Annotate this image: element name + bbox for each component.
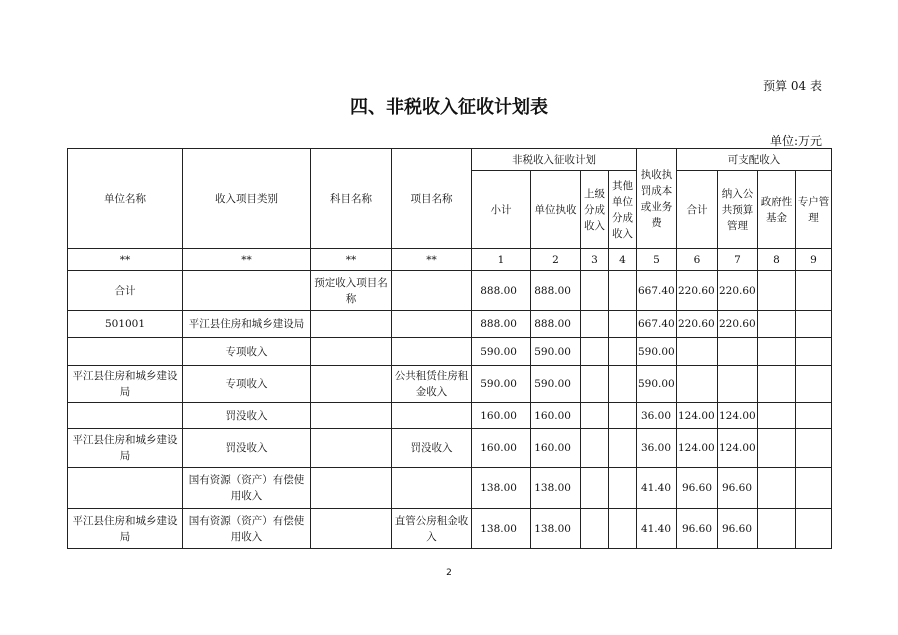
- cell-superior-share: [581, 311, 609, 338]
- cell-subtotal: 888.00: [472, 311, 531, 338]
- cell-cost: 667.40: [637, 311, 677, 338]
- cell-subject-name: [311, 429, 392, 468]
- col-header-gov-fund: 政府性基金: [758, 171, 796, 249]
- cell-superior-share: [581, 366, 609, 403]
- cell-unit-collect: 160.00: [531, 403, 581, 429]
- cell-other-share: [609, 509, 637, 549]
- col-header-total: 合计: [677, 171, 718, 249]
- index-row: [68, 249, 832, 271]
- table-row: [68, 366, 832, 403]
- cell-income-category: [183, 271, 311, 311]
- col-header-special-account: 专户管理: [796, 171, 832, 249]
- index-cell: 9: [796, 249, 832, 271]
- col-header-disposable-group: 可支配收入: [677, 149, 832, 171]
- col-header-plan-group: 非税收入征收计划: [472, 149, 637, 171]
- cell-project-name: [392, 468, 472, 509]
- cell-cost: 41.40: [637, 468, 677, 509]
- index-cell: 2: [531, 249, 581, 271]
- cell-special-account: [796, 429, 832, 468]
- cell-subject-name: [311, 509, 392, 549]
- cell-subtotal: 888.00: [472, 271, 531, 311]
- page-number: 2: [446, 568, 452, 578]
- index-cell: 4: [609, 249, 637, 271]
- cell-project-name: [392, 338, 472, 366]
- header-row: [68, 149, 832, 171]
- table-row: [68, 429, 832, 468]
- cell-unit-collect: 160.00: [531, 429, 581, 468]
- cell-total: 124.00: [677, 429, 718, 468]
- cell-cost: 590.00: [637, 366, 677, 403]
- cell-other-share: [609, 311, 637, 338]
- cell-special-account: [796, 338, 832, 366]
- cell-subtotal: 160.00: [472, 403, 531, 429]
- cell-total: [677, 366, 718, 403]
- table-row: [68, 509, 832, 549]
- cell-special-account: [796, 468, 832, 509]
- col-header-unit-name: 单位名称: [68, 149, 183, 249]
- cell-other-share: [609, 403, 637, 429]
- cell-project-name: [392, 271, 472, 311]
- cell-special-account: [796, 271, 832, 311]
- cell-unit-collect: 138.00: [531, 509, 581, 549]
- cell-subtotal: 138.00: [472, 468, 531, 509]
- cell-unit-name: 501001: [68, 311, 183, 338]
- cell-project-name: 罚没收入: [392, 429, 472, 468]
- cell-total: 96.60: [677, 509, 718, 549]
- form-number: 预算 04 表: [763, 79, 822, 93]
- cell-total: 220.60: [677, 311, 718, 338]
- cell-cost: 667.40: [637, 271, 677, 311]
- cell-public-budget: 124.00: [718, 403, 758, 429]
- cell-gov-fund: [758, 509, 796, 549]
- cell-income-category: 罚没收入: [183, 429, 311, 468]
- table-row: [68, 403, 832, 429]
- cell-total: 124.00: [677, 403, 718, 429]
- index-cell: **: [392, 249, 472, 271]
- cell-unit-collect: 888.00: [531, 311, 581, 338]
- index-cell: **: [68, 249, 183, 271]
- col-header-subtotal: 小计: [472, 171, 531, 249]
- cell-subject-name: 预定收入项目名称: [311, 271, 392, 311]
- index-cell: 7: [718, 249, 758, 271]
- col-header-cost: 执收执罚成本或业务费: [637, 149, 677, 249]
- cell-other-share: [609, 429, 637, 468]
- table-row: [68, 271, 832, 311]
- cell-gov-fund: [758, 429, 796, 468]
- cell-superior-share: [581, 338, 609, 366]
- cell-gov-fund: [758, 468, 796, 509]
- cell-other-share: [609, 338, 637, 366]
- cell-special-account: [796, 311, 832, 338]
- cell-unit-name: [68, 468, 183, 509]
- cell-public-budget: 124.00: [718, 429, 758, 468]
- cell-subtotal: 590.00: [472, 366, 531, 403]
- cell-other-share: [609, 468, 637, 509]
- cell-unit-collect: 590.00: [531, 366, 581, 403]
- col-header-unit-collect: 单位执收: [531, 171, 581, 249]
- cell-superior-share: [581, 509, 609, 549]
- cell-public-budget: 96.60: [718, 468, 758, 509]
- index-cell: 6: [677, 249, 718, 271]
- col-header-other-share: 其他单位分成收入: [609, 171, 637, 249]
- index-cell: 3: [581, 249, 609, 271]
- cell-unit-collect: 888.00: [531, 271, 581, 311]
- cell-superior-share: [581, 468, 609, 509]
- cell-public-budget: [718, 366, 758, 403]
- cell-income-category: 专项收入: [183, 366, 311, 403]
- cell-subtotal: 590.00: [472, 338, 531, 366]
- cell-unit-name: 平江县住房和城乡建设局: [68, 429, 183, 468]
- cell-gov-fund: [758, 311, 796, 338]
- cell-cost: 36.00: [637, 429, 677, 468]
- cell-cost: 590.00: [637, 338, 677, 366]
- cell-other-share: [609, 271, 637, 311]
- cell-project-name: 直管公房租金收入: [392, 509, 472, 549]
- cell-total: 96.60: [677, 468, 718, 509]
- cell-cost: 41.40: [637, 509, 677, 549]
- cell-project-name: 公共租赁住房租金收入: [392, 366, 472, 403]
- cell-unit-name: 合计: [68, 271, 183, 311]
- index-cell: **: [311, 249, 392, 271]
- cell-income-category: 罚没收入: [183, 403, 311, 429]
- cell-total: 220.60: [677, 271, 718, 311]
- col-header-subject-name: 科目名称: [311, 149, 392, 249]
- page-title: 四、非税收入征收计划表: [350, 97, 548, 118]
- cell-unit-collect: 138.00: [531, 468, 581, 509]
- cell-other-share: [609, 366, 637, 403]
- cell-unit-collect: 590.00: [531, 338, 581, 366]
- cell-subject-name: [311, 403, 392, 429]
- cell-public-budget: 220.60: [718, 271, 758, 311]
- cell-public-budget: 220.60: [718, 311, 758, 338]
- cell-superior-share: [581, 271, 609, 311]
- cell-subject-name: [311, 366, 392, 403]
- cell-special-account: [796, 366, 832, 403]
- table-row: [68, 338, 832, 366]
- cell-income-category: 国有资源（资产）有偿使用收入: [183, 509, 311, 549]
- index-cell: 8: [758, 249, 796, 271]
- index-cell: 1: [472, 249, 531, 271]
- index-cell: 5: [637, 249, 677, 271]
- cell-gov-fund: [758, 338, 796, 366]
- unit-label: 单位:万元: [769, 134, 822, 148]
- cell-subject-name: [311, 338, 392, 366]
- cell-income-category: 专项收入: [183, 338, 311, 366]
- col-header-project-name: 项目名称: [392, 149, 472, 249]
- cell-gov-fund: [758, 366, 796, 403]
- cell-superior-share: [581, 403, 609, 429]
- cell-superior-share: [581, 429, 609, 468]
- col-header-public-budget: 纳入公共预算管理: [718, 171, 758, 249]
- cell-subject-name: [311, 468, 392, 509]
- cell-public-budget: 96.60: [718, 509, 758, 549]
- cell-gov-fund: [758, 271, 796, 311]
- cell-cost: 36.00: [637, 403, 677, 429]
- cell-project-name: [392, 403, 472, 429]
- cell-unit-name: [68, 403, 183, 429]
- cell-income-category: 平江县住房和城乡建设局: [183, 311, 311, 338]
- cell-gov-fund: [758, 403, 796, 429]
- col-header-superior-share: 上级分成收入: [581, 171, 609, 249]
- cell-special-account: [796, 403, 832, 429]
- cell-total: [677, 338, 718, 366]
- cell-subtotal: 138.00: [472, 509, 531, 549]
- table-row: [68, 468, 832, 509]
- cell-public-budget: [718, 338, 758, 366]
- cell-special-account: [796, 509, 832, 549]
- cell-subject-name: [311, 311, 392, 338]
- cell-income-category: 国有资源（资产）有偿使用收入: [183, 468, 311, 509]
- non-tax-income-plan-table: [67, 148, 832, 549]
- col-header-income-category: 收入项目类别: [183, 149, 311, 249]
- cell-unit-name: 平江县住房和城乡建设局: [68, 509, 183, 549]
- cell-project-name: [392, 311, 472, 338]
- cell-unit-name: 平江县住房和城乡建设局: [68, 366, 183, 403]
- cell-subtotal: 160.00: [472, 429, 531, 468]
- index-cell: **: [183, 249, 311, 271]
- table-row: [68, 311, 832, 338]
- cell-unit-name: [68, 338, 183, 366]
